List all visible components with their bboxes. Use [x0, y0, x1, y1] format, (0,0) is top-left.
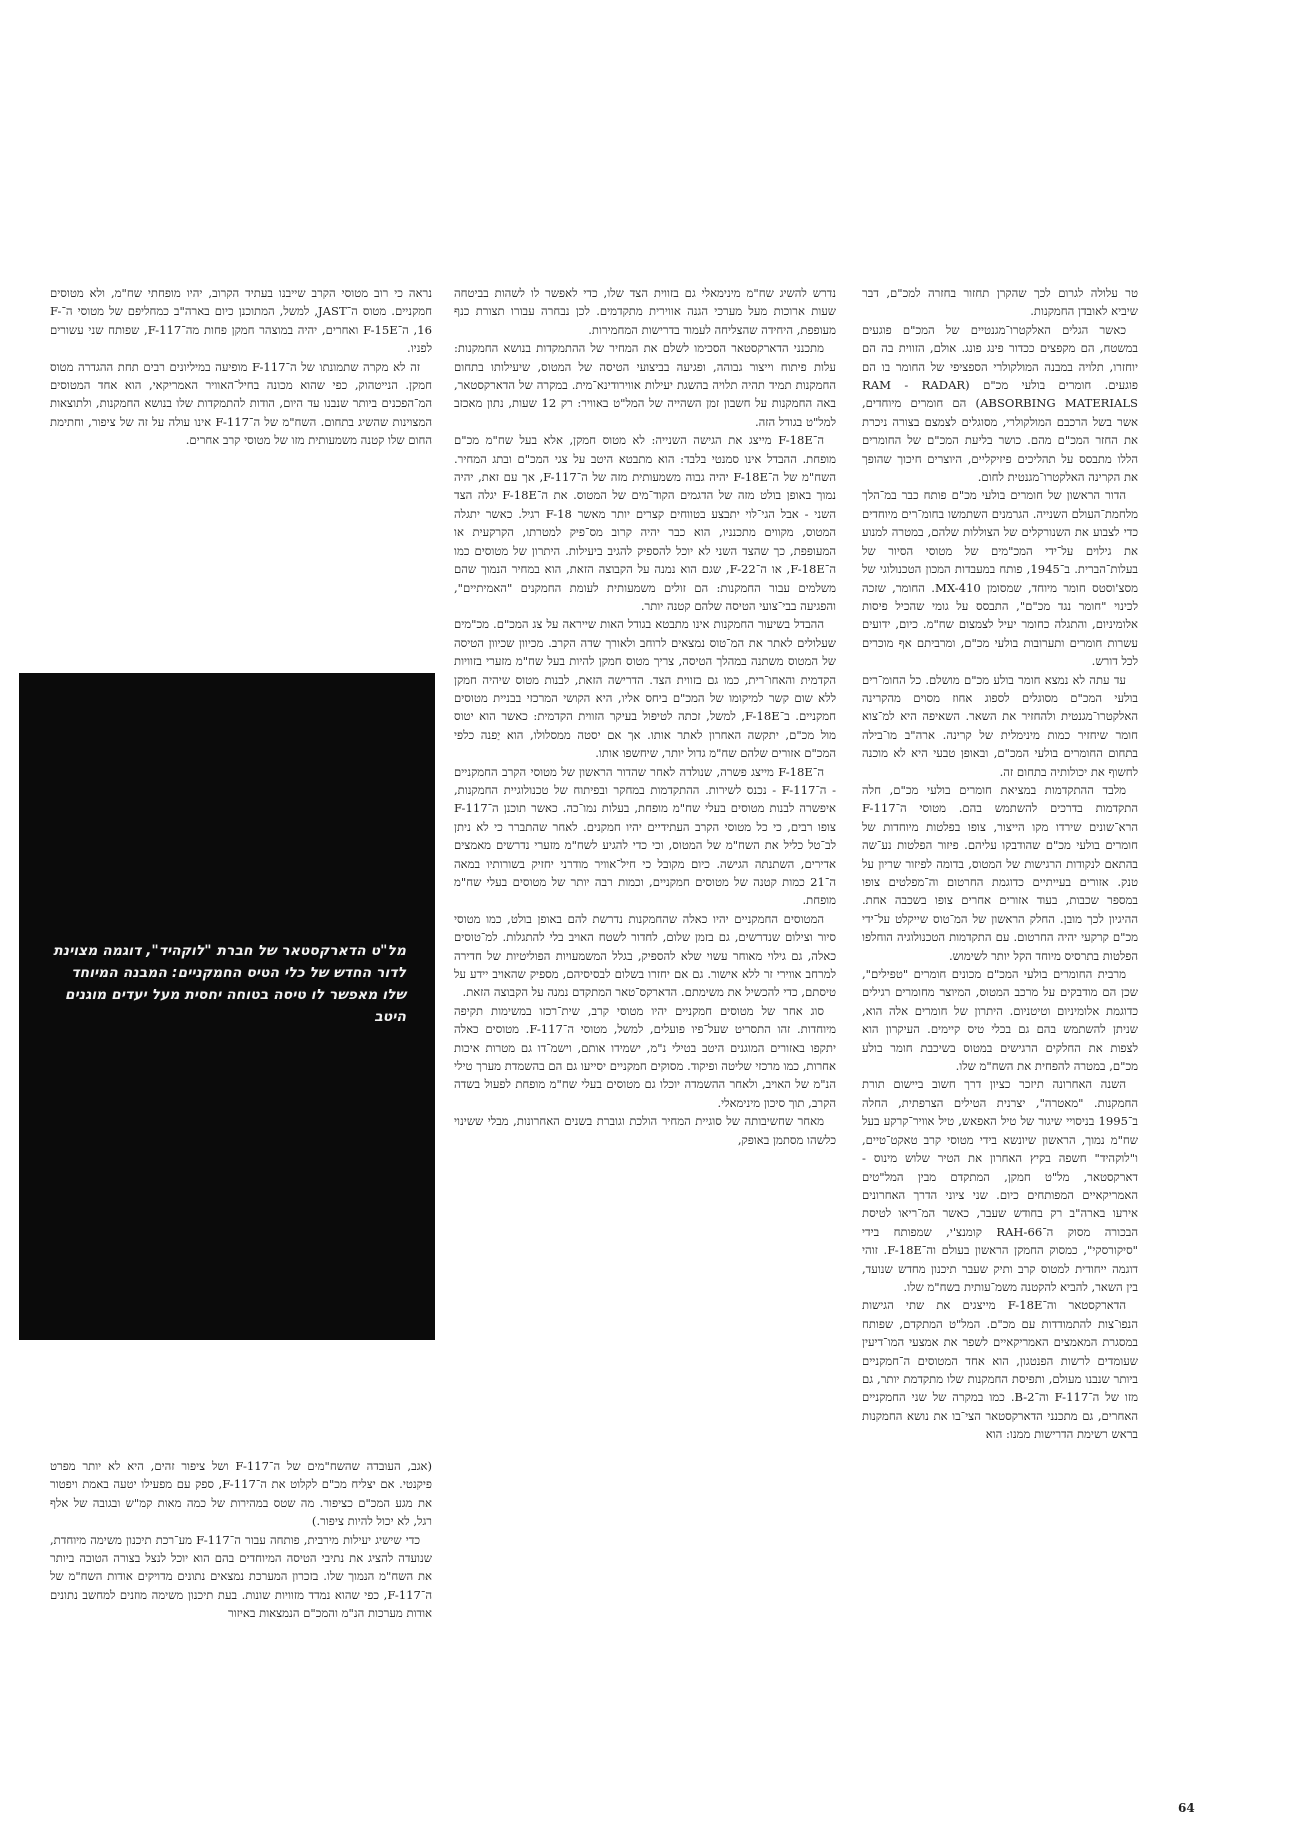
paragraph: השנה האחרונה תיזכר כציון דרך חשוב ביישום תורת החמקנות. "מאטרה", יצרנית הטילים הצרפתית, החלה ב־1995 בניסויי שיגור של טיל האפאש, טיל אוויר־קרקע בעל שח"מ נמוך, הראשון שיונשא בידי מטוסי קרב טאקט־טיים, ו"לוקהיד" חשפה בקיץ האחרון את הטיר שלוש מינוס - דארקסטאר, מל"ט חמקן, המתקדם מבין המל"טים האמריקאיים המפותחים כיום. שני ציוני הדרך האחרונים אירעו בארה"ב רק בחודש שעבר, כאשר המ־ריאו לטיסת הבכורה מסוק ה־RAH-66 קומנצ'י, שמפותח בידי "סיקורסקי", כמסוק החמקן הראשון בעולם וה־F-18E. זוהי דוגמה ייחודית למטוס קרב ותיק שעבר תיכנון מחדש שנועד, בין השאר, להביא להקטנה משמ־עותית בשח"מ שלו.	[862, 1077, 1138, 1294]
paragraph: זה לא מקרה שתמונתו של ה־F-117 מופיעה במיליונים רבים תחת ההגדרה מטוס חמקן. הנייטהוק, כפי שהוא מכונה בחיל־האוויר האמריקאי, הוא אחד המטוסים המ־הפכנים ביותר שנבנו עד היום, הודות להתמקדות שלו בנושא החמקנות, ולתוצאות המצוינות שהשיג בתחום. השח"מ של ה־F-117 אינו עולה על זה של ציפור, וחתימת החום שלו קטנה משמעותית מזו של מטוסי קרב אחרים.	[50, 359, 432, 448]
paragraph: סוג אחר של מטוסים חמקניים יהיו מטוסי קרב, שית־רכזו במשימות תקיפה מיוחדות. זהו התסריט שעל־פיו פועלים, למשל, מטוסי ה־F-117. מטוסים כאלה יתקפו באזורים המוגנים היטב בטילי נ"מ, ישמידו אותם, וישמ־דו גם מטרות איכות אחרות, כמו מרכזי שליטה ופיקוד. מסוקים חמקניים יסייעו גם הם בהשמדת מערך טילי הנ"מ של האויב, ולאחר ההשמדה יוכלו גם מטוסים בעלי שח"מ מופחת לפעול בשדה הקרב, תוך סיכון מינימאלי.	[454, 1003, 836, 1110]
paragraph: ההבדל בשיעור החמקנות אינו מתבטא בגודל האות שייראה על צג המכ"ם. מכ"מים שעלולים לאתר את המ־טוס נמצאים לרוחב ולאורך שדה הקרב. מכיוון שכיוון הטיסה של המטוס משתנה במהלך הטיסה, צריך מטוס חמקן להיות בעל שח"מ מזערי בזוויות הקדמית והאחו־רית, כמו גם בזווית הצד. הדרישה הזאת, לבנות מטוס שיהיה חמקן ללא שום קשר למיקומו של המכ"ם ביחס אליו, היא הקושי המרכזי בבניית מטוסים חמקניים. ב־F-18E, למשל, זכתה לטיפול בעיקר הזווית הקדמית: כאשר הוא יטוס מול מכ"ם, יתקשה האחרון לאתר אותו. אך אם יסטה ממסלולו, הוא יַפנה כלפי המכ"ם אזורים שלהם שח"מ גדול יותר, שיחשפו אותו.	[454, 617, 836, 761]
photo-caption: מל"ט הדארקסטאר של חברת "לוקהיד", דוגמה מצוינת לדור החדש של כלי הטיס החמקניים: המבנה המיוחד שלו מאפשר לו טיסה בטוחה יחסית מעל יעדים מוגנים היטב	[53, 943, 406, 1025]
paragraph: כדי שישיג יעילות מירבית, פותחה עבור ה־F-117 מע־רכת תיכנון משימה מיוחדת, שנועדה להציג את נתיבי הטיסה המיוחדים בהם הוא יוכל לנצל בצורה הטובה ביותר את השח"מ הנמוך שלו. בזכרון המערכת נמצאים נתונים מדויקים אודות השח"מ של ה־F-117, כפי שהוא נמדד מזוויות שונות. בעת תיכנון משימה מוזנים למחשב נתונים אודות מערכות הנ"מ והמכ"ם הנמצאות באיזור	[50, 1532, 432, 1621]
page-number: 64	[1178, 1801, 1195, 1815]
article-column-middle	[454, 284, 836, 1819]
paragraph: עד עתה לא נמצא חומר בולע מכ"ם מושלם. כל החומ־רים בולעי המכ"ם מסוגלים לספוג אחוז מסוים מהקרינה האלקטרו־מגנטית ולהחזיר את השאר. השאיפה היא למ־צוא חומר שיחזיר כמות מינימלית של קרינה. ארה"ב מו־בילה בתחום החומרים בולעי המכ"ם, ובאופן טבעי היא לא מוכנה לחשוף את יכולותיה בתחום זה.	[862, 672, 1138, 779]
paragraph: מרבית החומרים בולעי המכ"ם מכונים חומרים "טפילים", שכן הם מודבקים על מרכב המטוס, המיוצר מחומרים רגילים כדוגמת אלומיניום וטיטניום. היתרון של חומרים אלה הוא, שניתן להשתמש בהם גם בכלי טיס קיימים. העיקרון הוא לצפות את החלקים הרגישים במטוס בשיכבת חומר בולע מכ"ם, במטרה להפחית את השח"מ שלו.	[862, 967, 1138, 1074]
paragraph: כאשר הגלים האלקטרו־מגנטיים של המכ"ם פוגעים במשטח, הם מקפצים ככדור פינג פונג. אולם, הזווית בה הם יוחזרו, תלויה במבנה המולקולרי הספציפי של החומר בו הם פוגעים. חומרים בולעי מכ"ם (RAM - RADAR ABSORBING MATERIALS) הם חומרים מיוחדים, אשר בשל הרכבם המולקולרי, מסוגלים לצמצם בצורה ניכרת את החזר המכ"ם מהם. כושר בליעת המכ"ם של החומרים הללו מתבסס על תהליכים פיזיקליים, היוצרים חיכוך שהופך את הקרינה האלקטרו־מגנטית לחום.	[862, 322, 1138, 485]
paragraph: המטוסים החמקניים יהיו כאלה שהחמקנות נדרשת להם באופן בולט, כמו מטוסי סיור וצילום שנדרשים, גם בזמן שלום, לחדור לשטח האויב בלי להתגלות. למ־טוסים כאלה, גם גילוי מאוחר עשוי שלא להספיק, בגלל המשמעויות הפוליטיות של חדירה למרחב אווירי זר ללא אישור. גם אם יחזרו בשלום לבסיסיהם, מספיק שהאויב יידע על טיסתם, כדי להכשיל את משימתם. הדארקס־טאר המתקדם נמנה על הקבוצה הזאת.	[454, 911, 836, 1000]
paragraph: נדרש להשיג שח"מ מינימאלי גם בזווית הצד שלו, כדי לאפשר לו לשהות בביטחה שעות ארוכות מעל מערכי הגנה אווירית מתקדמים. לכן נבחרה עבורו תצורת כנף מעופפת, היחידה שהצליחה לעמוד בדרישות המחמירות.	[454, 286, 836, 337]
article-column-left-top	[50, 284, 432, 544]
paragraph: מתכנני הדארקסטאר הסכימו לשלם את המחיר של ההתמקדות בנושא החמקנות: עלות פיתוח וייצור גבוהה, ופגיעה בביצועי הטיסה של המטוס, שיעילותו בתחום החמקנות תמיד תהיה תלויה בהשגת יעילות אווירודינא־מית. במקרה של הדארקסטאר, באה החמקנות על חשבון זמן השהייה של המל"ט באוויר: רק 12 שעות, נתון מאכזב למל"ט בגודל הזה.	[454, 341, 836, 429]
paragraph: הדור הראשון של חומרים בולעי מכ"ם פותח כבר במ־הלך מלחמת־העולם השנייה. הגרמנים השתמשו בחומ־רים מיוחדים כדי לצבוע את השנורקלים של הצוללות שלהם, במטרה למנוע את גילוים על־ידי המכ"מים של מטוסי הסיור של בעלות־הברית. ב־1945, פותח במעבדות המכון הטכנולוגי של מסצ'וסטס חומר מיוחד, שמסומן MX-410. החומר, שזכה לכינוי "חומר נגד מכ"ם", התבסס על גומי שהכיל פיסות אלומיניום, והתגלה כחומר יעיל לצמצום שח"מ. כיום, ידועים עשרות חומרים ותערובות בולעי מכ"ם, ומרביתם אף מוכרים לכל דורש.	[862, 488, 1138, 669]
article-column-right	[862, 284, 1138, 1819]
paragraph: מאחר שחשיבותה של סוגיית המחיר הולכת וגוברת בשנים האחרונות, מבלי ששינוי כלשהו מסתמן באופק,	[454, 1114, 836, 1147]
paragraph: ה־F-18E מייצג פשרה, שנולדה לאחר שהדור הראשון של מטוסי הקרב החמקניים - ה־F-117 - נכנס לשירות. ההתקדמות במחקר ובפיתוח של טכנולוגיית החמקנות, איפשרה לבנות מטוסים בעלי שח"מ מופחת, בעלות נמו־כה. כאשר תוכנן ה־F-117 צופו רבים, כי כל מטוסי הקרב העתידיים יהיו חמקנים. לאחר שהתברר כי לא ניתן לב־טל כליל את השח"מ של המטוס, וכי כדי להגיע לשח"מ מזערי נדרשים מאמצים אדירים, השתנתה הגישה. כיום מקובל כי חיל־אוויר מודרני יחזיק בשורותיו במאה ה־21 כמות קטנה של מטוסים חמקניים, וכמות רבה יותר של מטוסים בעלי שח"מ מופחת.	[454, 764, 836, 908]
article-column-left-bottom	[50, 1457, 432, 1817]
paragraph: טר עלולה לגרום לכך שהקרן תחזור בחזרה למכ"ם, דבר שיביא לאובדן החמקנות.	[862, 286, 1138, 319]
paragraph: מלבד ההתקדמות במציאת חומרים בולעי מכ"ם, חלה התקדמות בדרכים להשתמש בהם. מטוסי ה־F-117 הרא־שונים שירדו מקו הייצור, צופו בפלטות מיוחדות של חומרים בולעי מכ"ם שהודבקו עליהם. פיזור הפלטות נע־שה בהתאם לנקודות הרגישות של המטוס, בדומה לפיזור שריון על טנק. אזורים בעייתיים כדוגמת החרטום וה־מפלטים צופו במספר שכבות, בעוד אזורים אחרים צופו בשכבה אחת. ההיגיון לכך מובן. החלק הראשון של המ־טוס שייקלט על־ידי מכ"ם קרקעי יהיה החרטום. עם התקדמות הטכנולוגיה הוחלפו הפלטות בתרסיס מיוחד הקל יותר לשימוש.	[862, 782, 1138, 963]
paragraph: נראה כי רוב מטוסי הקרב שייבנו בעתיד הקרוב, יהיו מופחתי שח"מ, ולא מטוסים חמקניים. מטוס ה־JAST, למשל, המתוכנן כיום בארה"ב כמחליפם של מטוסי ה־F-16, ה־F-15E ואחרים, יהיה במוצהר חמקן פחות מה־F-117, שפותח שני עשורים לפניו.	[50, 286, 432, 356]
paragraph: ה־F-18E מייצג את הגישה השנייה: לא מטוס חמקן, אלא בעל שח"מ מכ"ם מופחת. ההבדל אינו סמנטי בלבד: הוא מתבטא היטב על צגי המכ"ם ובתג המחיר. השח"מ של ה־F-18E יהיה גבוה משמעותית מזה של ה־F-117, אך עם זאת, יהיה נמוך באופן בולט מזה של הדגמים הקוד־מים של המטוס. את ה־F-18E יגלה הצד השני - אבל הגי־לוי יתבצע בטווחים קצרים יותר מאשר F-18 רגיל. כאשר יתגלה המטוס, מקווים מתכנניו, הוא כבר יהיה קרוב מס־פיק למטרתו, הקרקעית או המעופפת, כך שהצד השני לא יוכל להספיק להגיב ביעילות. היתרון של מטוסים כמו ה־F-18E, או ה־F-22, שגם הוא נמנה על הקבוצה הזאת, הוא במחיר הנמוך שהם משלמים עבור החמקנות: הם זולים משמעותית לעומת החמקנים "האמיתיים", והפגיעה בבי־צועי הטיסה שלהם קטנה יותר.	[454, 433, 836, 613]
paragraph: (אגב, העובדה שהשח"מים של ה־F-117 ושל ציפור זהים, היא לא יותר מפרט פיקנטי. אם יצליח מכ"ם לקלוט את ה־F-117, ספק עם מפעילו יטעה באמת ויפטור את מגע המכ"ם כציפור. מה שטס במהירות של כמה מאות קמ"ש ובגובה של אלף רגל, לא יכול להיות ציפור.)	[50, 1459, 432, 1529]
paragraph: הדארקסטאר וה־F-18E מייצגים את שתי הגישות הנפו־צות להתמודדות עם מכ"ם. המל"ט המתקדם, שפותח במסגרת המאמצים האמריקאיים לשפר את אמצעי המו־דיעין שעומדים לרשות הפנטגון, הוא אחד המטוסים ה־חמקניים ביותר שנבנו מעולם, ותפיסת החמקנות שלו מתקדמת יותר, גם מזו של ה־F-117 וה־B-2. כמו במקרה של שני החמקניים האחרים, גם מתכנני הדארקסטאר הצי־בו את נושא החמקנות בראש רשימת הדרישות ממנו: הוא	[862, 1298, 1138, 1442]
